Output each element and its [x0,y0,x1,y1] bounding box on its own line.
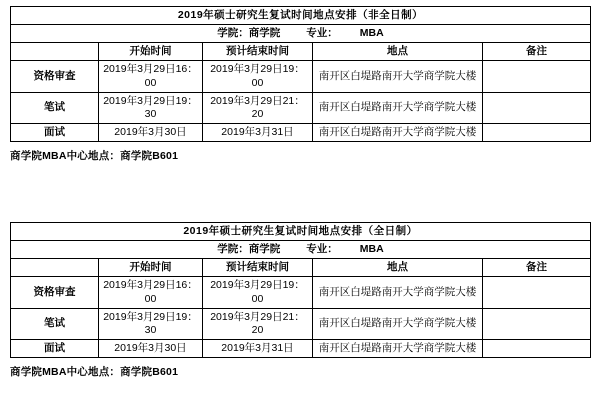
info-cell [11,241,591,259]
table-row [11,308,591,339]
table-row [11,339,591,357]
row-end-time: 2019年3月31日 [203,123,313,141]
row-note [483,92,591,123]
row-end-time: 2019年3月29日19：00 [203,61,313,92]
row-label: 笔试 [11,308,99,339]
row-label: 资格审查 [11,61,99,92]
row-label: 资格审查 [11,277,99,308]
header-place: 地点 [313,259,483,277]
header-place: 地点 [313,43,483,61]
row-start-time: 2019年3月30日 [99,339,203,357]
table-row [11,123,591,141]
row-note [483,61,591,92]
row-end-time: 2019年3月29日21：20 [203,92,313,123]
table-row [11,92,591,123]
schedule-table [10,6,591,142]
row-start-time: 2019年3月29日19：30 [99,92,203,123]
college-label: 学院： [217,27,249,40]
table-row [11,61,591,92]
table-title: 2019年硕士研究生复试时间地点安排（非全日制） [11,7,591,25]
row-end-time: 2019年3月29日21：20 [203,308,313,339]
row-place: 南开区白堤路南开大学商学院大楼 [313,277,483,308]
table-title-row [11,7,591,25]
header-blank [11,259,99,277]
row-end-time: 2019年3月31日 [203,339,313,357]
header-end-time: 预计结束时间 [203,43,313,61]
row-label: 面试 [11,339,99,357]
major-value: MBA [359,27,384,40]
row-label: 笔试 [11,92,99,123]
row-place: 南开区白堤路南开大学商学院大楼 [313,339,483,357]
major-label: 专业： [306,27,338,40]
table-header-row [11,43,591,61]
major-value: MBA [359,243,384,256]
header-start-time: 开始时间 [99,259,203,277]
college-value: 商学院 [248,243,281,256]
table-title-row [11,223,591,241]
row-start-time: 2019年3月30日 [99,123,203,141]
row-place: 南开区白堤路南开大学商学院大楼 [313,92,483,123]
footer-note: 商学院MBA中心地点：商学院B601 [10,150,179,162]
row-note [483,277,591,308]
row-note [483,123,591,141]
header-blank [11,43,99,61]
schedule-block-part-time [0,6,600,163]
schedule-block-full-time [0,222,600,379]
schedule-table [10,222,591,358]
row-note [483,339,591,357]
row-start-time: 2019年3月29日19：30 [99,308,203,339]
table-header-row [11,259,591,277]
row-place: 南开区白堤路南开大学商学院大楼 [313,61,483,92]
header-note: 备注 [483,43,591,61]
row-place: 南开区白堤路南开大学商学院大楼 [313,308,483,339]
college-label: 学院： [217,243,249,256]
footer-note: 商学院MBA中心地点：商学院B601 [10,366,179,378]
row-note [483,308,591,339]
header-end-time: 预计结束时间 [203,259,313,277]
header-note: 备注 [483,259,591,277]
row-start-time: 2019年3月29日16：00 [99,61,203,92]
row-end-time: 2019年3月29日19：00 [203,277,313,308]
table-info-row [11,241,591,259]
header-start-time: 开始时间 [99,43,203,61]
row-label: 面试 [11,123,99,141]
info-cell [11,25,591,43]
row-start-time: 2019年3月29日16：00 [99,277,203,308]
table-title: 2019年硕士研究生复试时间地点安排（全日制） [11,223,591,241]
college-value: 商学院 [248,27,281,40]
row-place: 南开区白堤路南开大学商学院大楼 [313,123,483,141]
table-info-row [11,25,591,43]
major-label: 专业： [306,243,338,256]
table-row [11,277,591,308]
